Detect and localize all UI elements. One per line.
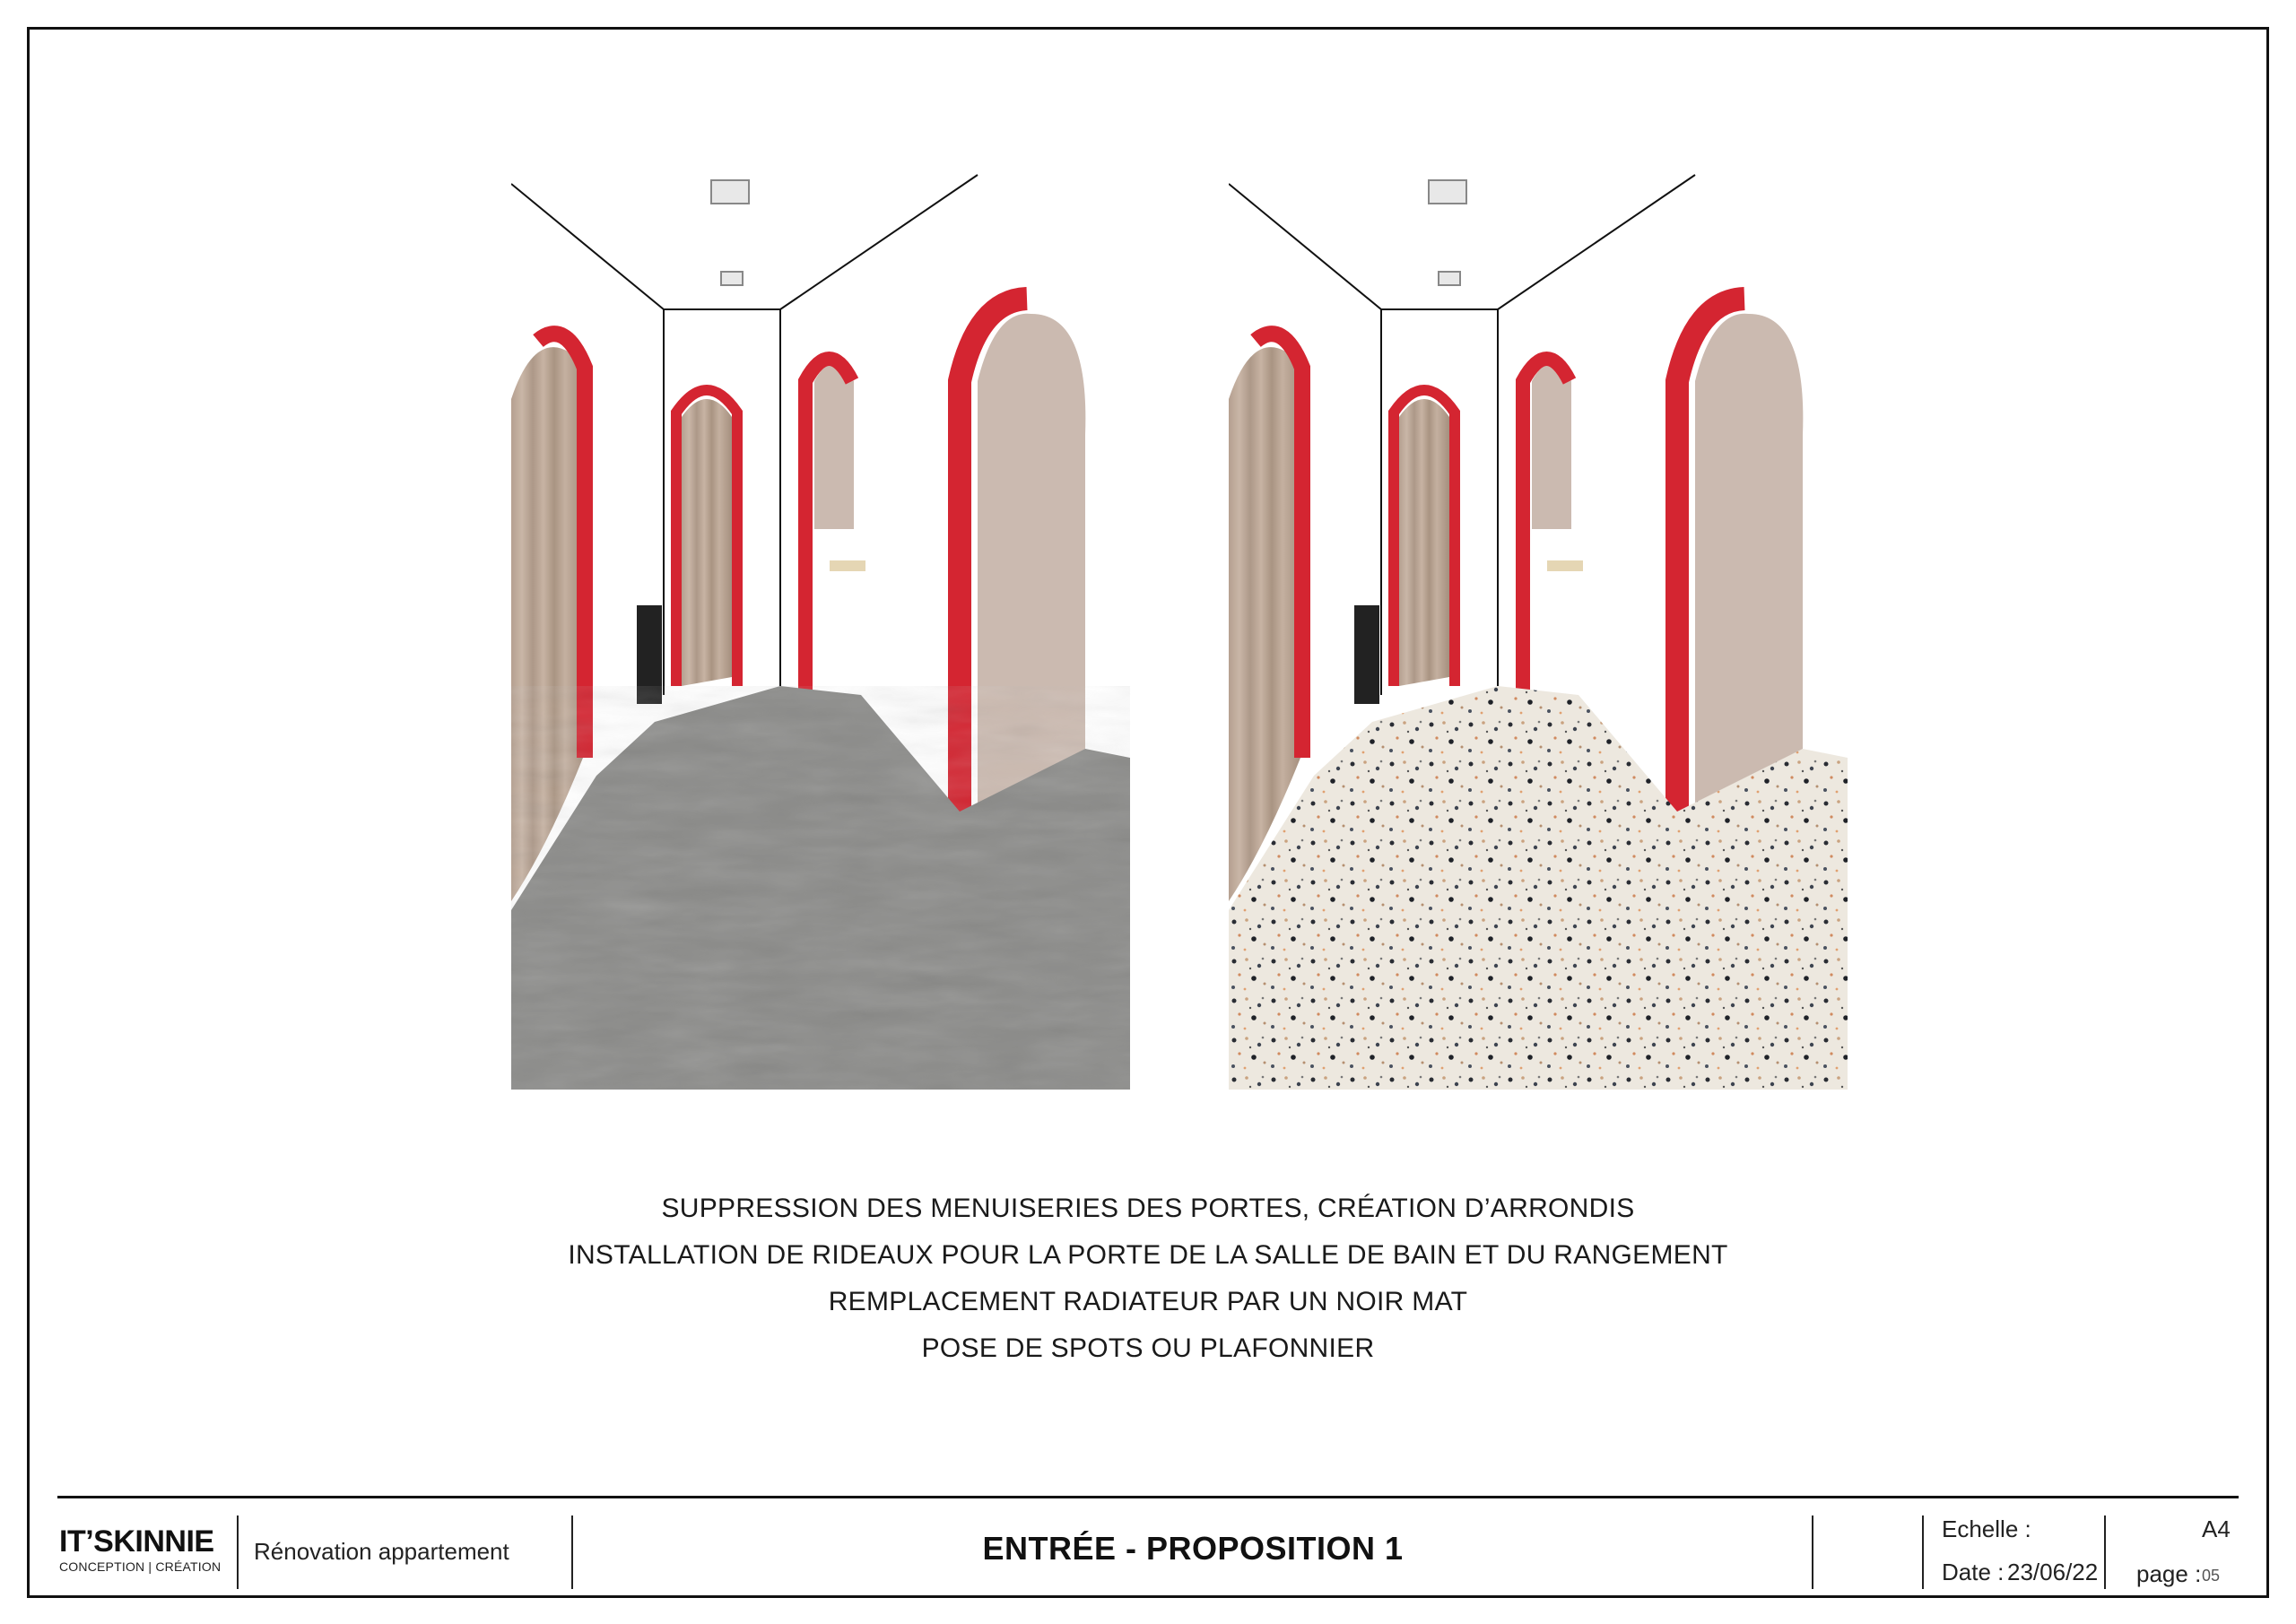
note-line: POSE DE SPOTS OU PLAFONNIER — [921, 1333, 1375, 1363]
note-line: SUPPRESSION DES MENUISERIES DES PORTES, CRÉATION D’ARRONDIS — [661, 1194, 1635, 1223]
page-number: 05 — [2202, 1567, 2221, 1585]
logo-tagline: CONCEPTION | CRÉATION — [59, 1559, 222, 1574]
title-block-divider — [571, 1515, 573, 1589]
render-concrete-floor — [511, 166, 1130, 1090]
note-line: REMPLACEMENT RADIATEUR PAR UN NOIR MAT — [828, 1287, 1468, 1316]
hallway-illustration-concrete — [511, 166, 1130, 1090]
title-block-divider — [2104, 1515, 2106, 1589]
logo-wordmark: IT’SKINNIE — [59, 1524, 214, 1559]
page-label: page : — [2136, 1560, 2202, 1587]
project-name: Rénovation appartement — [254, 1538, 509, 1565]
paper-format: A4 — [2202, 1515, 2231, 1542]
sheet-title: ENTRÉE - PROPOSITION 1 — [982, 1530, 1404, 1567]
title-block-divider — [1812, 1515, 1813, 1589]
title-block-top-rule — [57, 1496, 2239, 1498]
hallway-illustration-terrazzo — [1229, 166, 1848, 1090]
scale-label: Echelle : — [1942, 1515, 2031, 1542]
company-logo — [59, 1526, 230, 1575]
date-value: 23/06/22 — [2007, 1559, 2099, 1585]
title-block-divider — [1922, 1515, 1924, 1589]
note-line: INSTALLATION DE RIDEAUX POUR LA PORTE DE LA SALLE DE BAIN ET DU RANGEMENT — [568, 1240, 1728, 1270]
date-label: Date : — [1942, 1559, 2005, 1585]
design-notes — [0, 1185, 2296, 1372]
render-terrazzo-floor — [1229, 166, 1848, 1090]
title-block-divider — [237, 1515, 239, 1589]
